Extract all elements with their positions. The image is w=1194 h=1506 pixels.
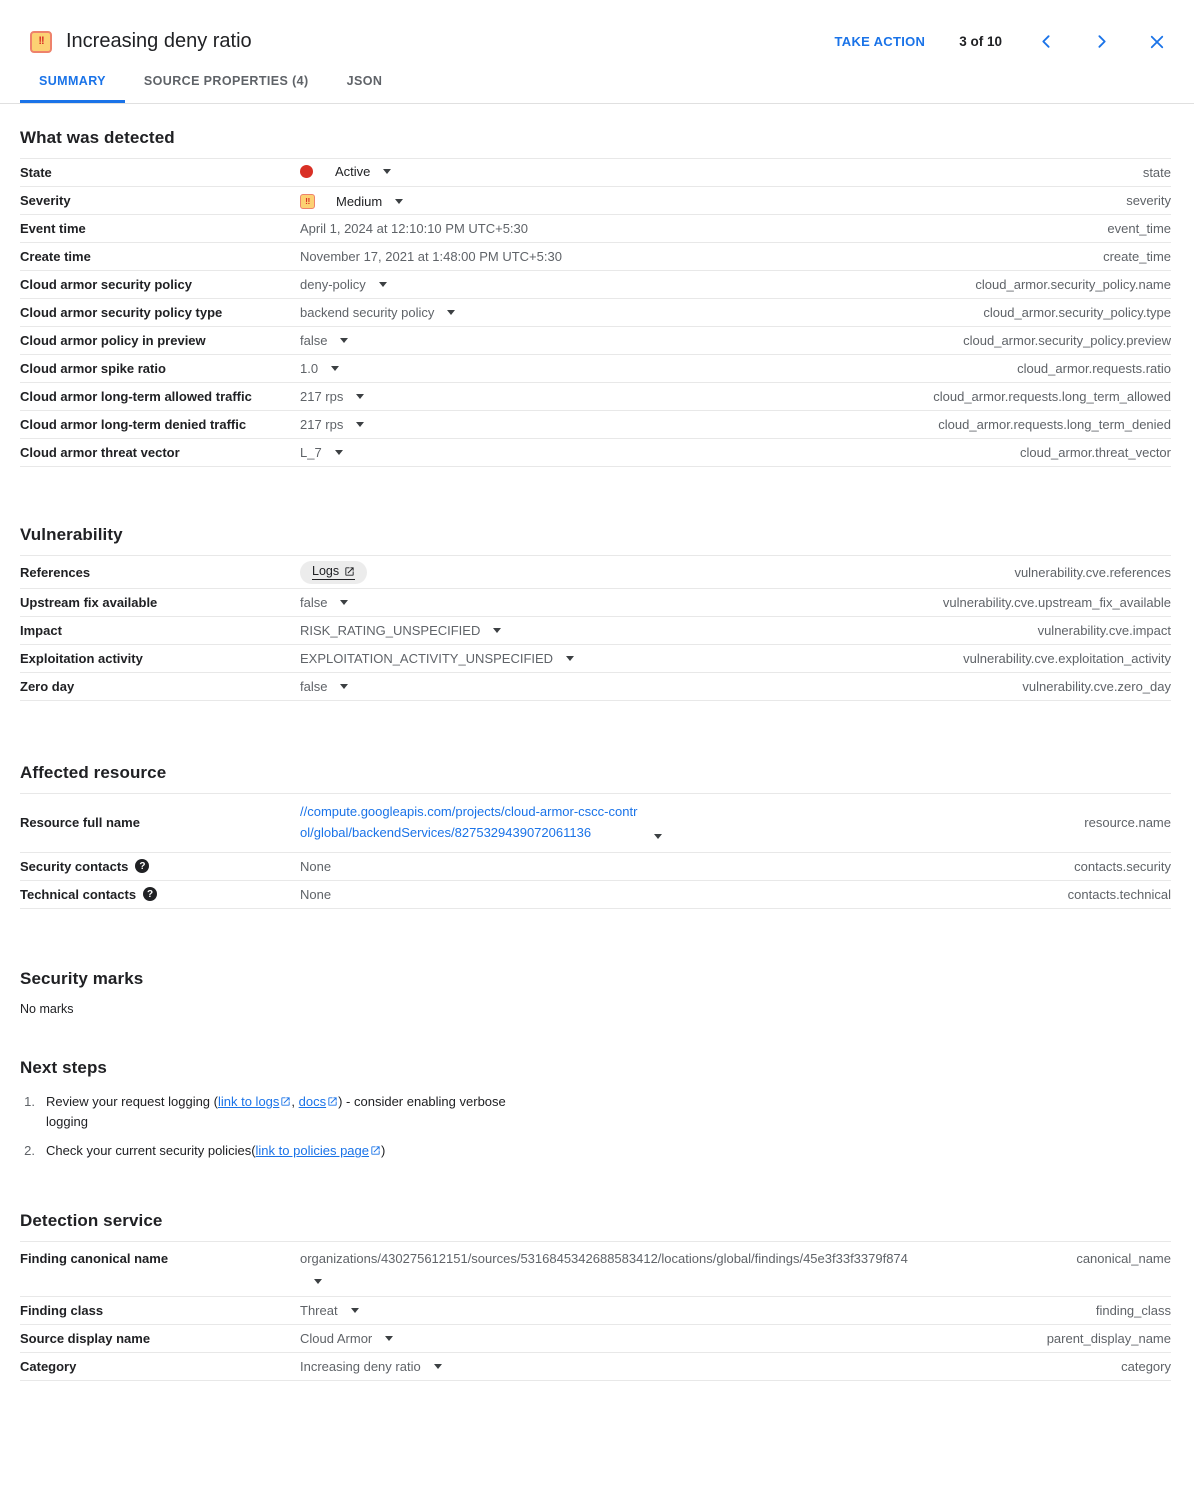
- policy-preview-value: false: [300, 333, 328, 348]
- threat-vector-label: Cloud armor threat vector: [20, 445, 180, 460]
- row-long-term-allowed: [20, 383, 1171, 411]
- create-time-value: November 17, 2021 at 1:48:00 PM UTC+5:30: [300, 249, 562, 264]
- finding-class-value: Threat: [300, 1303, 338, 1319]
- resource-full-name-key: resource.name: [1084, 815, 1171, 831]
- exploitation-activity-value: EXPLOITATION_ACTIVITY_UNSPECIFIED: [300, 651, 554, 666]
- row-upstream-fix: [20, 589, 1171, 617]
- category-key: category: [1121, 1359, 1171, 1375]
- row-security-policy-type: [20, 299, 1171, 327]
- state-label: State: [20, 165, 52, 180]
- logs-chip-label: Logs: [312, 564, 340, 578]
- affected-resource-table: [20, 793, 1171, 909]
- tab-summary[interactable]: SUMMARY: [20, 61, 125, 103]
- page-title: Increasing deny ratio: [66, 30, 252, 52]
- row-resource-full-name: [20, 794, 1171, 853]
- section-security-marks-title: Security marks: [20, 968, 144, 988]
- canonical-name-dropdown[interactable]: [300, 1244, 1076, 1294]
- row-create-time: [20, 243, 1171, 271]
- canonical-name-value: organizations/430275612151/sources/5316845342688583412/locations/global/findings/45e3f33f3379f874: [300, 1251, 908, 1267]
- security-policy-type-key: cloud_armor.security_policy.type: [983, 305, 1171, 320]
- threat-vector-key: cloud_armor.threat_vector: [1019, 445, 1171, 460]
- zero-day-key: vulnerability.cve.zero_day: [1022, 679, 1171, 694]
- row-canonical-name: [20, 1242, 1171, 1297]
- security-policy-dropdown[interactable]: [300, 277, 387, 292]
- long-term-denied-dropdown[interactable]: [300, 417, 364, 432]
- section-detection-service-title: Detection service: [20, 1211, 163, 1231]
- security-policy-key: cloud_armor.security_policy.name: [975, 277, 1171, 292]
- row-zero-day: [20, 673, 1171, 701]
- security-contacts-value: None: [300, 858, 332, 874]
- source-display-name-key: parent_display_name: [1046, 1331, 1171, 1347]
- chevron-down-icon: [379, 282, 387, 287]
- event-time-label: Event time: [20, 221, 86, 236]
- create-time-key: create_time: [1103, 249, 1171, 264]
- row-security-policy: [20, 271, 1171, 299]
- medium-severity-icon: !!: [30, 31, 52, 53]
- severity-value: Medium: [336, 193, 383, 209]
- finding-class-dropdown[interactable]: [300, 1303, 359, 1318]
- chevron-down-icon: [356, 394, 364, 399]
- zero-day-dropdown[interactable]: [300, 679, 348, 694]
- row-policy-preview: [20, 327, 1171, 355]
- state-key: state: [1142, 165, 1171, 180]
- resource-full-name-link[interactable]: //compute.googleapis.com/projects/cloud-armor-cscc-control/global/backendServices/8275329439072061136: [300, 804, 638, 841]
- impact-value: RISK_RATING_UNSPECIFIED: [300, 623, 481, 638]
- link-to-docs[interactable]: docs: [298, 1093, 327, 1109]
- technical-contacts-label: Technical contacts: [20, 886, 137, 902]
- step-text: Check your current security policies(link to policies page ): [46, 1143, 386, 1159]
- chevron-down-icon: [340, 684, 348, 689]
- security-policy-label: Cloud armor security policy: [20, 277, 192, 292]
- tab-json[interactable]: JSON: [328, 61, 402, 103]
- active-state-icon: [300, 165, 313, 178]
- impact-dropdown[interactable]: [300, 623, 501, 638]
- exploitation-activity-key: vulnerability.cve.exploitation_activity: [963, 651, 1171, 666]
- help-icon[interactable]: ?: [143, 887, 157, 901]
- severity-label: Severity: [20, 193, 71, 208]
- chevron-right-icon: [1093, 33, 1110, 50]
- chevron-down-icon: [383, 169, 391, 174]
- security-policy-type-dropdown[interactable]: [300, 305, 455, 320]
- security-policy-value: deny-policy: [300, 277, 366, 292]
- upstream-fix-label: Upstream fix available: [20, 595, 158, 610]
- row-security-contacts: [20, 853, 1171, 881]
- source-display-name-dropdown[interactable]: [300, 1331, 393, 1346]
- impact-label: Impact: [20, 623, 62, 638]
- step-number: 1.: [24, 1093, 35, 1109]
- chevron-down-icon: [395, 199, 403, 204]
- row-severity: [20, 187, 1171, 215]
- threat-vector-value: L_7: [300, 445, 322, 460]
- security-contacts-label: Security contacts: [20, 858, 129, 874]
- medium-severity-icon: !!: [300, 194, 315, 209]
- impact-key: vulnerability.cve.impact: [1037, 623, 1171, 638]
- technical-contacts-value: None: [300, 886, 332, 902]
- canonical-name-key: canonical_name: [1076, 1251, 1171, 1267]
- chevron-down-icon: [314, 1279, 322, 1284]
- chevron-left-icon: [1038, 33, 1055, 50]
- source-display-name-value: Cloud Armor: [300, 1331, 373, 1347]
- finding-class-label: Finding class: [20, 1303, 104, 1319]
- chevron-down-icon: [351, 1308, 359, 1313]
- section-what-was-detected-title: What was detected: [20, 128, 175, 147]
- row-impact: [20, 617, 1171, 645]
- row-exploitation-activity: [20, 645, 1171, 673]
- external-link-icon: [344, 566, 355, 577]
- long-term-denied-key: cloud_armor.requests.long_term_denied: [938, 417, 1171, 432]
- link-to-logs[interactable]: link to logs: [217, 1093, 280, 1109]
- zero-day-value: false: [300, 679, 328, 694]
- row-threat-vector: [20, 439, 1171, 467]
- next-step-item: [20, 1141, 540, 1161]
- detection-service-table: [20, 1241, 1171, 1381]
- row-state: [20, 159, 1171, 187]
- event-time-key: event_time: [1107, 221, 1171, 236]
- event-time-value: April 1, 2024 at 12:10:10 PM UTC+5:30: [300, 221, 528, 236]
- finding-pager: 3 of 10: [959, 34, 1002, 49]
- step-number: 2.: [24, 1143, 35, 1159]
- take-action-button[interactable]: TAKE ACTION: [834, 34, 926, 49]
- step-text: Review your request logging (link to logs , docs ) - consider enabling verbose logging: [46, 1093, 506, 1130]
- section-next-steps-title: Next steps: [20, 1057, 107, 1077]
- long-term-denied-label: Cloud armor long-term denied traffic: [20, 417, 247, 432]
- help-icon[interactable]: ?: [135, 859, 149, 873]
- threat-vector-dropdown[interactable]: [300, 445, 343, 460]
- category-value: Increasing deny ratio: [300, 1359, 421, 1375]
- upstream-fix-key: vulnerability.cve.upstream_fix_available: [942, 595, 1171, 610]
- create-time-label: Create time: [20, 249, 91, 264]
- row-long-term-denied: [20, 411, 1171, 439]
- section-affected-resource-title: Affected resource: [20, 763, 167, 782]
- spike-ratio-value: 1.0: [300, 361, 319, 376]
- exploitation-activity-label: Exploitation activity: [20, 651, 143, 666]
- row-event-time: [20, 215, 1171, 243]
- security-policy-type-label: Cloud armor security policy type: [20, 305, 223, 320]
- chevron-down-icon: [434, 1364, 442, 1369]
- spike-ratio-dropdown[interactable]: [300, 361, 339, 376]
- section-vulnerability-title: Vulnerability: [20, 525, 123, 544]
- canonical-name-label: Finding canonical name: [20, 1251, 169, 1267]
- vulnerability-table: [20, 555, 1171, 701]
- chevron-down-icon: [340, 338, 348, 343]
- link-to-policies-page[interactable]: link to policies page: [255, 1143, 369, 1159]
- upstream-fix-dropdown[interactable]: [300, 595, 348, 610]
- chevron-down-icon: [356, 422, 364, 427]
- chevron-down-icon: [385, 1336, 393, 1341]
- external-link-icon: [327, 1096, 338, 1107]
- next-step-item: [20, 1092, 540, 1132]
- finding-header: [0, 0, 1194, 53]
- chevron-down-icon: [331, 366, 339, 371]
- row-technical-contacts: [20, 881, 1171, 909]
- policy-preview-key: cloud_armor.security_policy.preview: [963, 333, 1171, 348]
- next-finding-button[interactable]: [1091, 31, 1112, 52]
- policy-preview-label: Cloud armor policy in preview: [20, 333, 206, 348]
- row-spike-ratio: [20, 355, 1171, 383]
- spike-ratio-label: Cloud armor spike ratio: [20, 361, 166, 376]
- chevron-down-icon: [447, 310, 455, 315]
- chevron-down-icon: [566, 656, 574, 661]
- long-term-denied-value: 217 rps: [300, 417, 344, 432]
- category-dropdown[interactable]: [300, 1359, 442, 1374]
- state-value: Active: [335, 164, 371, 179]
- previous-finding-button[interactable]: [1036, 31, 1057, 52]
- finding-class-key: finding_class: [1095, 1303, 1171, 1319]
- long-term-allowed-dropdown[interactable]: [300, 389, 364, 404]
- tab-source-properties[interactable]: SOURCE PROPERTIES (4): [125, 61, 328, 103]
- resource-full-name-dropdown[interactable]: [300, 796, 1084, 850]
- references-key: vulnerability.cve.references: [1014, 564, 1171, 580]
- long-term-allowed-value: 217 rps: [300, 389, 344, 404]
- finding-tabs: [0, 61, 1194, 104]
- source-display-name-label: Source display name: [20, 1331, 151, 1347]
- close-icon: [1148, 33, 1166, 51]
- security-contacts-key: contacts.security: [1074, 858, 1171, 874]
- policy-preview-dropdown[interactable]: [300, 333, 348, 348]
- what-was-detected-table: [20, 158, 1171, 467]
- chevron-down-icon: [654, 834, 662, 839]
- technical-contacts-key: contacts.technical: [1067, 886, 1171, 902]
- chevron-down-icon: [335, 450, 343, 455]
- row-finding-class: [20, 1297, 1171, 1325]
- row-references: [20, 556, 1171, 589]
- external-link-icon: [370, 1145, 381, 1156]
- long-term-allowed-label: Cloud armor long-term allowed traffic: [20, 389, 252, 404]
- upstream-fix-value: false: [300, 595, 328, 610]
- logs-chip-button[interactable]: [300, 561, 367, 584]
- severity-dropdown[interactable]: [300, 194, 403, 209]
- zero-day-label: Zero day: [20, 679, 75, 694]
- row-source-display-name: [20, 1325, 1171, 1353]
- exploitation-activity-dropdown[interactable]: [300, 651, 574, 666]
- chevron-down-icon: [493, 628, 501, 633]
- header-actions: [835, 31, 1168, 53]
- category-label: Category: [20, 1359, 77, 1375]
- close-panel-button[interactable]: [1146, 31, 1168, 53]
- security-policy-type-value: backend security policy: [300, 305, 435, 320]
- no-marks-text: No marks: [20, 1001, 74, 1016]
- severity-key: severity: [1126, 193, 1171, 208]
- spike-ratio-key: cloud_armor.requests.ratio: [1017, 361, 1171, 376]
- long-term-allowed-key: cloud_armor.requests.long_term_allowed: [933, 389, 1171, 404]
- external-link-icon: [280, 1096, 291, 1107]
- references-label: References: [20, 564, 91, 580]
- chevron-down-icon: [340, 600, 348, 605]
- next-steps-list: [20, 1092, 540, 1161]
- state-dropdown[interactable]: [300, 164, 391, 179]
- resource-full-name-label: Resource full name: [20, 815, 140, 831]
- row-category: [20, 1353, 1171, 1381]
